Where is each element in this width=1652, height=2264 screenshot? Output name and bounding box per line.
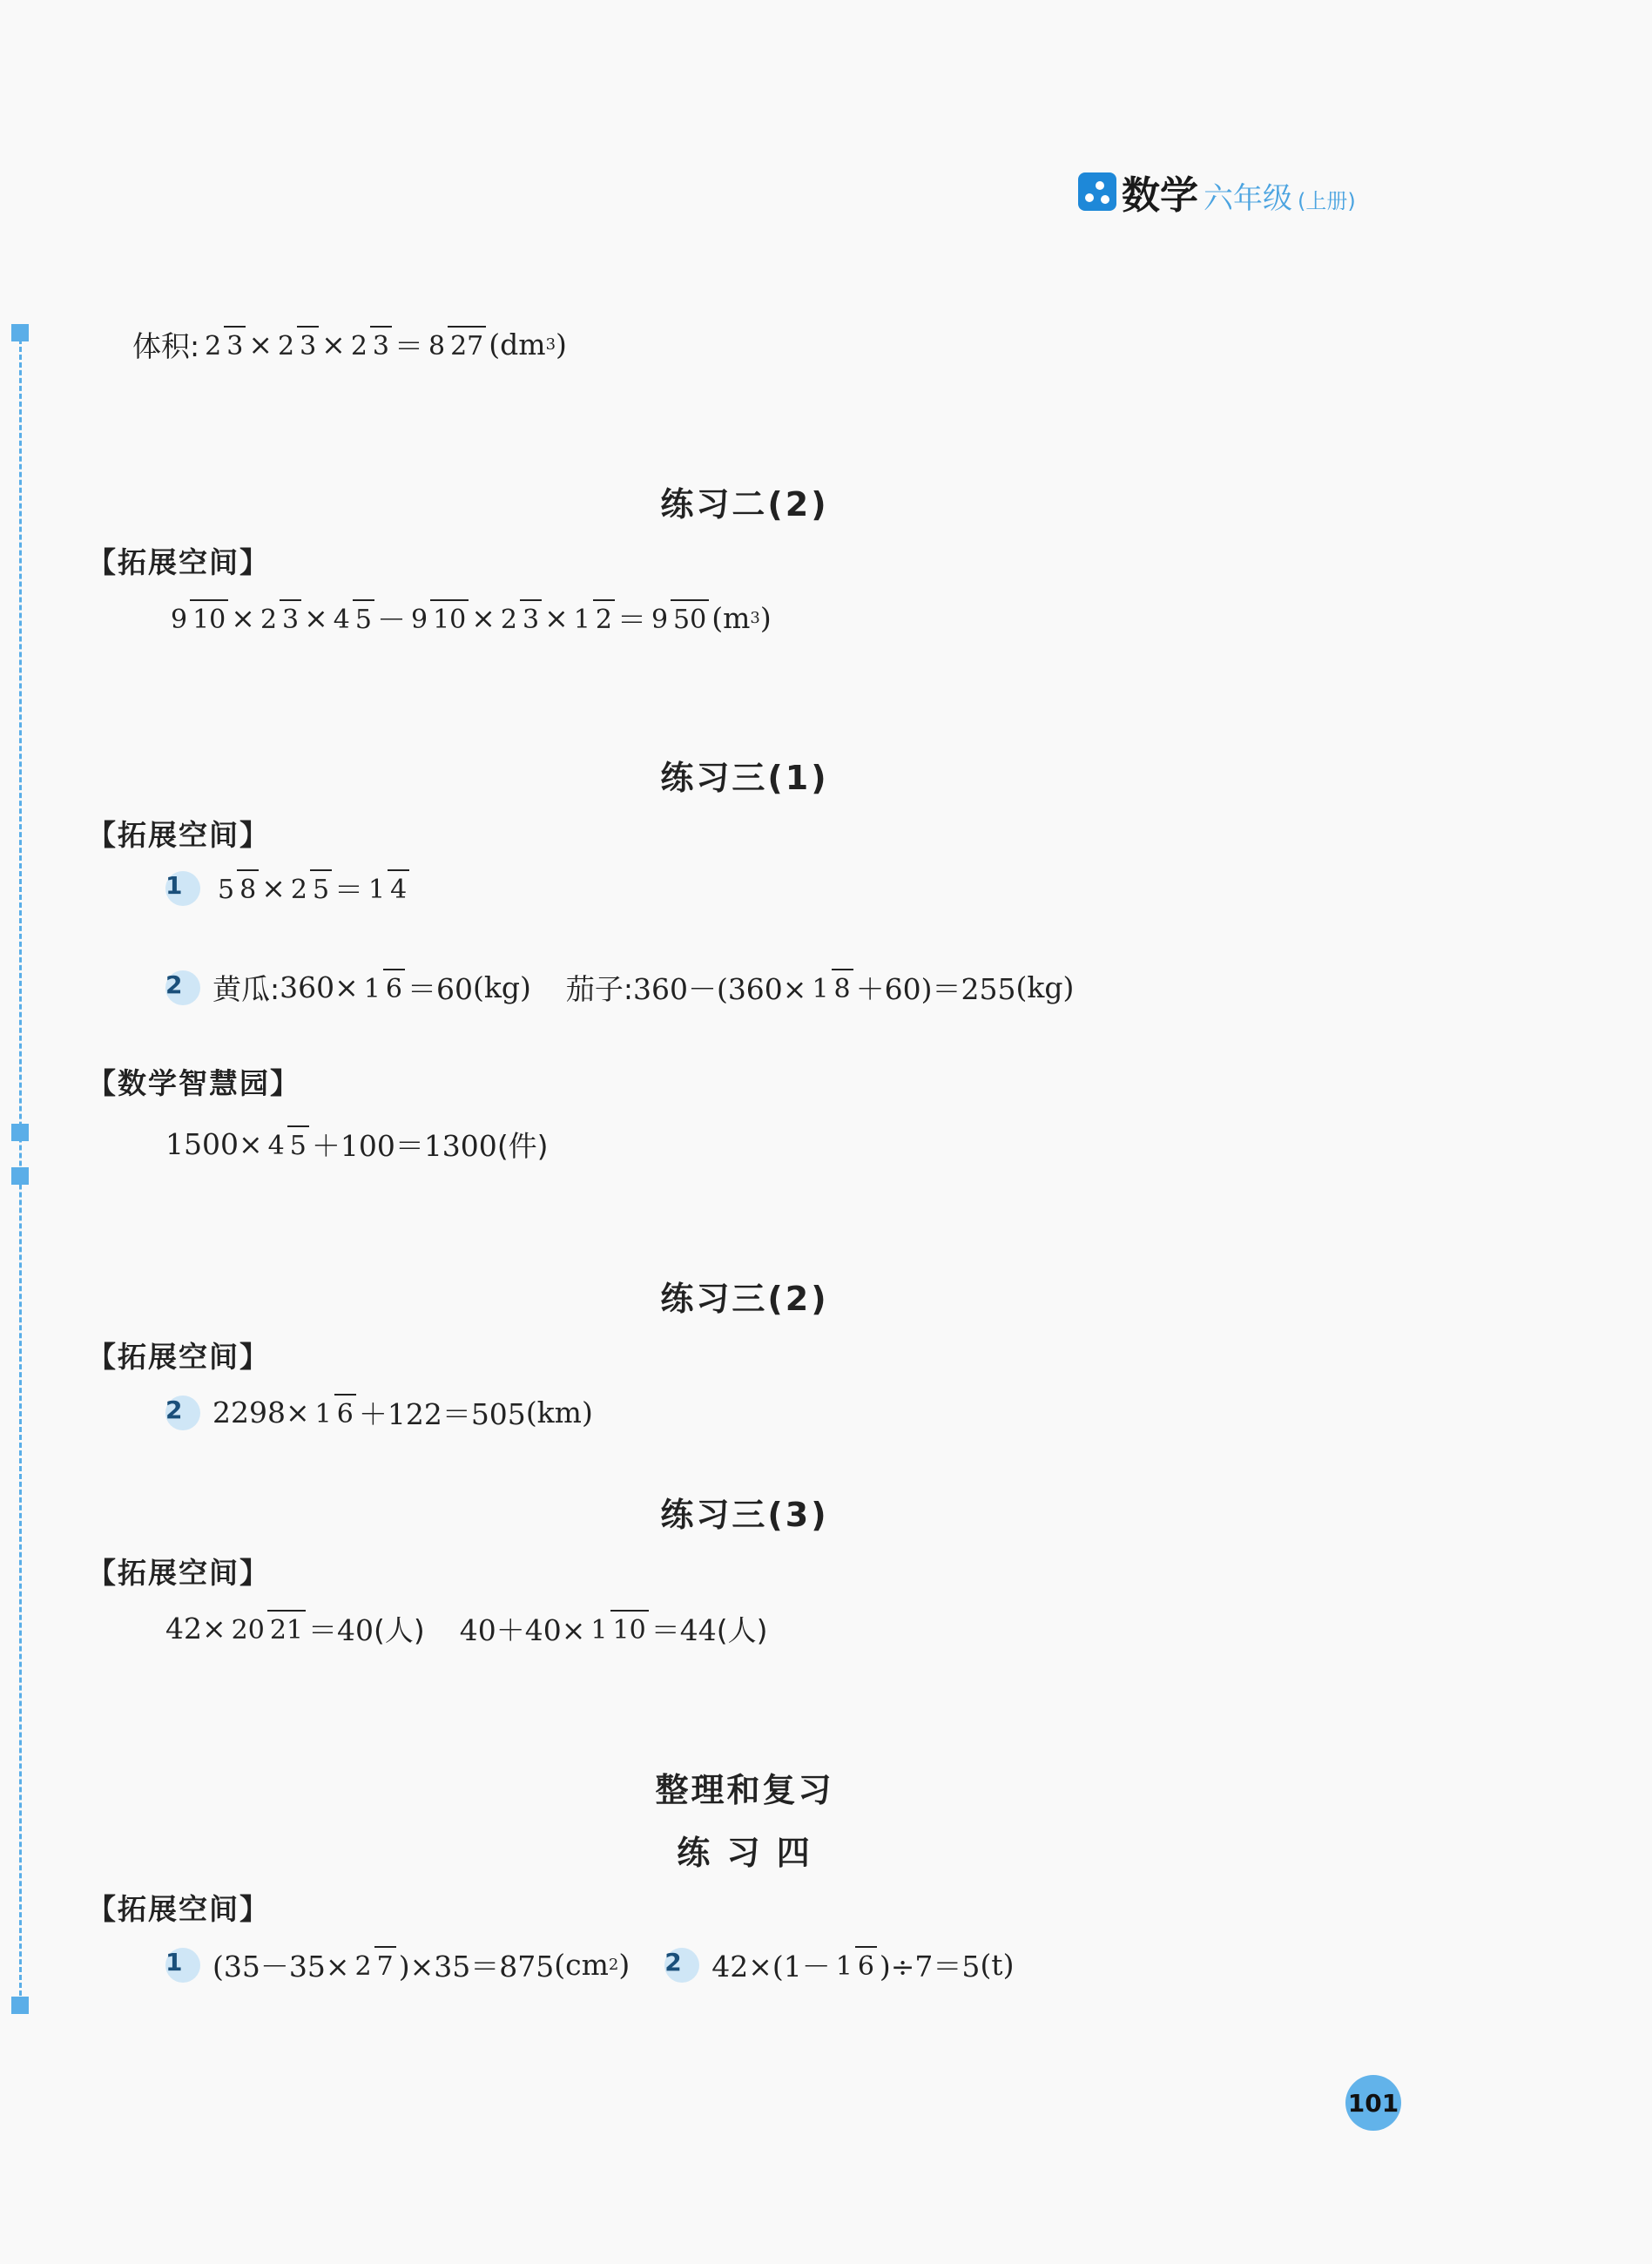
section-title: 练习三(3) (660, 1496, 829, 1534)
fraction: 2 3 (348, 330, 392, 360)
section-tag: 【拓展空间】 (87, 818, 270, 852)
section-subtitle: 练 习 四 (677, 1834, 813, 1872)
header-grade: 六年级 (1204, 181, 1292, 216)
formula-line: 42× 20 21 ＝40 (人) 40＋40× 1 10 ＝44 (人) (165, 1608, 767, 1649)
section-tag: 【拓展空间】 (87, 1556, 270, 1590)
fraction: 8 27 (426, 330, 486, 360)
margin-marker (11, 1124, 29, 1141)
section-tag: 【拓展空间】 (87, 1340, 270, 1374)
section-title: 练习三(1) (660, 759, 829, 797)
formula-line: 2 黄瓜: 360× 1 6 ＝60 (kg) 茄子: 360－(360× 1 8 ＋60)＝255 (kg) (165, 970, 1075, 1006)
section-tag: 【数学智慧园】 (87, 1066, 300, 1100)
book-header (1078, 164, 1356, 220)
margin-marker (11, 1997, 29, 2014)
margin-marker (11, 324, 29, 341)
question-number: 2 (165, 970, 200, 1005)
section-title: 练习二(2) (660, 485, 829, 524)
volume-label: 体积: (132, 329, 200, 363)
volume-formula: 体积: 2 3 × 2 3 × 2 3 ＝ 8 27 (dm 3 ) (132, 324, 567, 365)
book-logo-icon (1078, 172, 1116, 211)
section-tag: 【拓展空间】 (87, 545, 270, 579)
header-volume: (上册) (1298, 189, 1356, 213)
question-number: 2 (664, 1948, 699, 1983)
fraction: 2 3 (202, 330, 246, 360)
formula-line: 1 (35－35× 2 7 )×35＝875 (cm 2 ) 2 42×(1－ 1 6 )÷7＝5 (t) (165, 1947, 1015, 1984)
formula-line: 2 2298× 1 6 ＋122＝505 (km) (165, 1395, 593, 1431)
formula-line: 1500× 4 5 ＋100＝1300 (件) (165, 1124, 549, 1165)
formula-line: 9 10 × 2 3 × 4 5 － 9 10 × 2 3 × 1 2 ＝ 9 50 (m 3 ) (165, 598, 772, 639)
fraction: 2 3 (275, 330, 319, 360)
section-title: 练习三(2) (660, 1280, 829, 1318)
unit: (dm (489, 328, 546, 362)
section-title: 整理和复习 (655, 1771, 834, 1809)
section-tag: 【拓展空间】 (87, 1892, 270, 1926)
question-number: 1 (165, 1948, 200, 1983)
page-number: 101 (1345, 2075, 1401, 2131)
question-number: 2 (165, 1396, 200, 1430)
question-number: 1 (165, 871, 200, 906)
header-title: 数学 (1122, 173, 1198, 218)
formula-line: 1 5 8 × 2 5 ＝ 1 4 (165, 868, 412, 909)
margin-marker (11, 1167, 29, 1185)
